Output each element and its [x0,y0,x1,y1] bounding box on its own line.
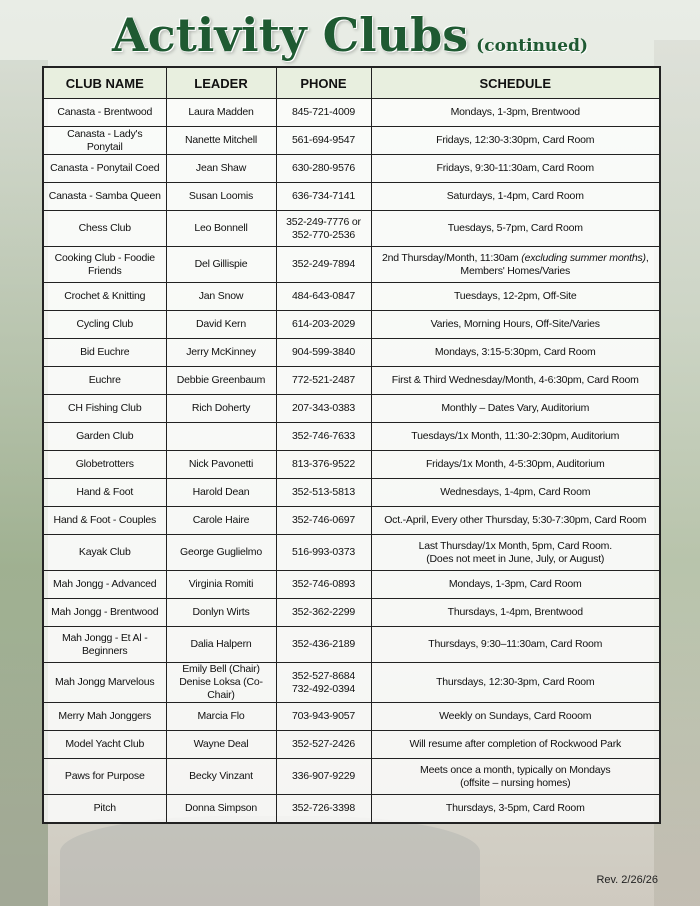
schedule-note-text: (excluding summer months) [521,251,646,264]
leader-cell-text: Wayne Deal [193,738,249,750]
club-name-cell [43,127,166,155]
leader-cell-text: Denise Loksa (Co-Chair) [179,676,263,701]
leader-cell-text: Jerry McKinney [186,346,256,358]
schedule-cell [371,183,660,211]
phone-cell-text: 845-721-4009 [292,106,355,118]
leader-cell-text: Del Gillispie [194,258,248,270]
club-name-cell-text: Bid Euchre [80,346,130,358]
schedule-cell [371,247,660,283]
table-row [43,367,660,395]
leader-cell [166,155,276,183]
table-row [43,731,660,759]
phone-cell-text: 561-694-9547 [292,134,355,146]
table-row [43,507,660,535]
leader-cell [166,795,276,823]
club-name-cell-text: Friends [87,264,122,277]
club-name-cell-text: Hand & Foot [76,486,134,498]
schedule-cell-text: Varies, Morning Hours, Off-Site/Varies [430,318,600,330]
schedule-cell-text: Will resume after completion of Rockwood Park [409,738,622,750]
leader-cell [166,627,276,663]
leader-cell [166,283,276,311]
phone-cell [276,703,371,731]
phone-cell-text: 352-726-3398 [292,801,355,814]
schedule-cell-text: Thursdays, 1-4pm, Brentwood [447,606,583,618]
leader-cell [166,423,276,451]
schedule-cell-text: First & Third Wednesday/Month, 4-6:30pm, Card Room [391,374,639,386]
phone-cell-text: 630-280-9576 [292,162,355,174]
club-name-cell-text: Kayak Club [78,546,131,558]
schedule-cell [371,627,660,663]
leader-cell [166,535,276,571]
leader-cell-text: Debbie Greenbaum [176,374,266,386]
phone-cell [276,599,371,627]
phone-cell [276,795,371,823]
schedule-cell-text: Tuesdays, 12-2pm, Off-Site [453,290,577,302]
schedule-cell-text: Fridays, 9:30-11:30am, Card Room [436,162,594,174]
background-left-landscape [0,60,48,906]
phone-cell-text: 352-527-2426 [292,738,355,750]
table-row [43,183,660,211]
schedule-cell [371,507,660,535]
phone-cell [276,663,371,703]
phone-cell [276,451,371,479]
leader-cell [166,395,276,423]
column-header-schedule: SCHEDULE [371,67,660,99]
table-row [43,423,660,451]
schedule-cell [371,423,660,451]
leader-cell-text: Donna Simpson [184,801,258,814]
table-row [43,155,660,183]
club-name-cell [43,283,166,311]
phone-cell [276,127,371,155]
club-name-cell [43,311,166,339]
phone-cell-text: 636-734-7141 [292,190,355,202]
leader-cell [166,211,276,247]
phone-cell [276,507,371,535]
leader-cell-text: Rich Doherty [191,402,251,414]
table-row [43,571,660,599]
phone-cell [276,339,371,367]
phone-cell-text: 207-343-0383 [292,402,355,414]
club-name-cell-text: Crochet & Knitting [64,290,146,302]
leader-cell-text: Leo Bonnell [194,222,248,234]
club-name-cell [43,247,166,283]
phone-cell [276,247,371,283]
phone-cell-text: 352-746-7633 [292,430,355,442]
phone-cell-text: 352-249-7776 or [286,215,361,228]
table-row [43,795,660,823]
phone-cell [276,367,371,395]
leader-cell [166,127,276,155]
phone-cell-text: 352-436-2189 [292,638,355,650]
schedule-cell-text: Thursdays, 3-5pm, Card Room [445,801,585,814]
phone-cell [276,571,371,599]
leader-cell-text: Donlyn Wirts [192,606,250,618]
schedule-cell [371,367,660,395]
club-name-cell [43,183,166,211]
phone-cell [276,211,371,247]
leader-cell-text: Emily Bell (Chair) [182,663,260,675]
clubs-table-container [42,66,659,824]
schedule-cell-text: Thursdays, 12:30-3pm, Card Room [436,676,595,688]
schedule-cell-text: Monthly – Dates Vary, Auditorium [441,402,590,414]
table-row [43,99,660,127]
club-name-cell-text: Canasta - Samba Queen [48,190,161,202]
phone-cell-text: 352-513-5813 [292,486,355,498]
phone-cell-text: 732-492-0394 [292,682,355,695]
phone-cell-text: 352-362-2299 [292,606,355,618]
schedule-cell [371,127,660,155]
schedule-cell [371,535,660,571]
club-name-cell [43,759,166,795]
club-name-cell-text: Pitch [93,801,116,814]
table-row [43,451,660,479]
table-row [43,339,660,367]
schedule-cell [371,599,660,627]
schedule-punct-text: , [645,251,649,264]
club-name-cell [43,155,166,183]
leader-cell [166,731,276,759]
clubs-table [42,66,661,824]
phone-cell [276,183,371,211]
leader-cell-text: Susan Loomis [188,190,254,202]
club-name-cell-text: Mah Jongg - Et Al - [62,631,148,644]
table-row [43,211,660,247]
phone-cell-text: 772-521-2487 [292,374,355,386]
club-name-cell [43,211,166,247]
club-name-cell [43,395,166,423]
schedule-cell-text: Oct.-April, Every other Thursday, 5:30-7:30pm, Card Room [384,514,647,526]
phone-cell-text: 352-746-0697 [292,514,355,526]
leader-cell-text: David Kern [196,318,246,330]
club-name-cell [43,367,166,395]
phone-cell-text: 516-993-0373 [292,546,355,558]
club-name-cell-text: CH Fishing Club [68,402,142,414]
schedule-cell-text: Wednesdays, 1-4pm, Card Room [440,486,591,498]
background-walkway [60,816,480,906]
phone-cell-text: 352-770-2536 [292,228,355,241]
phone-cell [276,395,371,423]
schedule-cell-text-line2: (Does not meet in June, July, or August) [426,552,605,565]
leader-cell [166,599,276,627]
phone-cell-text: 703-943-9057 [292,710,355,722]
phone-cell [276,731,371,759]
table-row [43,283,660,311]
page-title: Activity Clubs [111,8,469,62]
schedule-cell [371,211,660,247]
club-name-cell [43,339,166,367]
club-name-cell [43,627,166,663]
leader-cell [166,367,276,395]
club-name-cell-text: Mah Jongg - Advanced [53,578,157,590]
phone-cell-text: 904-599-3840 [292,346,355,358]
leader-cell-text: Laura Madden [188,106,254,118]
phone-cell-text: 352-249-7894 [292,258,355,270]
column-header-club-name: CLUB NAME [43,67,166,99]
schedule-cell [371,339,660,367]
table-row [43,627,660,663]
leader-cell-text: Jan Snow [198,290,244,302]
leader-cell-text: George Guglielmo [179,546,262,558]
leader-cell-text: Carole Haire [192,514,250,526]
schedule-cell-text: Mondays, 1-3pm, Brentwood [450,106,580,118]
club-name-cell-text: Model Yacht Club [65,738,145,750]
schedule-cell [371,703,660,731]
schedule-cell [371,99,660,127]
club-name-cell-text: Cooking Club - Foodie [54,251,155,264]
phone-cell-text: 352-746-0893 [292,578,355,590]
leader-cell [166,183,276,211]
table-row [43,311,660,339]
leader-cell [166,247,276,283]
table-header-row [43,67,660,99]
phone-cell [276,627,371,663]
club-name-cell [43,795,166,823]
leader-cell-text: Marcia Flo [197,710,245,722]
schedule-cell [371,663,660,703]
club-name-cell [43,479,166,507]
schedule-cell-text-line2: Members' Homes/Varies [460,264,571,277]
leader-cell [166,703,276,731]
leader-cell [166,663,276,703]
schedule-cell-text: Thursdays, 9:30–11:30am, Card Room [428,638,603,650]
club-name-cell [43,535,166,571]
club-name-cell-text: Mah Jongg Marvelous [54,676,155,688]
schedule-cell [371,311,660,339]
phone-cell [276,155,371,183]
title-area [0,6,700,64]
club-name-cell [43,99,166,127]
leader-cell [166,507,276,535]
table-row [43,479,660,507]
schedule-cell-text: Tuesdays, 5-7pm, Card Room [447,222,583,234]
phone-cell [276,311,371,339]
phone-cell [276,535,371,571]
schedule-cell-text: Tuesdays/1x Month, 11:30-2:30pm, Auditorium [411,430,620,442]
club-name-cell [43,571,166,599]
phone-cell [276,759,371,795]
club-name-cell-text: Beginners [82,644,128,657]
phone-cell [276,99,371,127]
club-name-cell-text: Canasta - Lady's Ponytail [67,127,143,153]
leader-cell-text: Dalia Halpern [190,638,252,650]
club-name-cell [43,663,166,703]
page-subtitle: (continued) [476,36,589,56]
schedule-cell-text: Fridays/1x Month, 4-5:30pm, Auditorium [425,458,605,470]
schedule-cell [371,795,660,823]
club-name-cell [43,703,166,731]
club-name-cell [43,423,166,451]
schedule-cell-text: Weekly on Sundays, Card Rooom [439,710,592,722]
club-name-cell-text: Merry Mah Jonggers [58,710,152,722]
column-header-phone: PHONE [276,67,371,99]
column-header-leader: LEADER [166,67,276,99]
table-body [43,99,660,823]
club-name-cell-text: Paws for Purpose [64,770,145,782]
leader-cell [166,311,276,339]
club-name-cell-text: Canasta - Ponytail Coed [50,162,160,174]
phone-cell-text: 484-643-0847 [292,290,355,302]
club-name-cell-text: Hand & Foot - Couples [53,514,157,526]
leader-cell-text: Nick Pavonetti [188,458,254,470]
leader-cell-text: Harold Dean [192,486,250,498]
leader-cell [166,99,276,127]
table-row [43,703,660,731]
club-name-cell-text: Mah Jongg - Brentwood [51,606,159,618]
leader-cell [166,479,276,507]
schedule-cell-text: Meets once a month, typically on Mondays [420,763,611,776]
schedule-cell-text: Fridays, 12:30-3:30pm, Card Room [436,134,595,146]
table-row [43,759,660,795]
leader-cell-text: Jean Shaw [195,162,247,174]
club-name-cell-text: Canasta - Brentwood [57,106,153,118]
schedule-cell-text: Mondays, 1-3pm, Card Room [448,578,582,590]
schedule-cell-text: Saturdays, 1-4pm, Card Room [446,190,584,202]
club-name-cell-text: Cycling Club [76,318,134,330]
revision-date: Rev. 2/26/26 [596,874,658,886]
schedule-cell [371,571,660,599]
phone-cell [276,423,371,451]
leader-cell [166,571,276,599]
phone-cell-text: 813-376-9522 [292,458,355,470]
schedule-cell [371,731,660,759]
table-row [43,395,660,423]
schedule-cell-text: Last Thursday/1x Month, 5pm, Card Room. [418,539,612,552]
leader-cell-text: Nanette Mitchell [184,134,258,146]
club-name-cell-text: Globetrotters [75,458,134,470]
club-name-cell [43,599,166,627]
phone-cell [276,479,371,507]
club-name-cell [43,731,166,759]
schedule-cell [371,283,660,311]
schedule-cell [371,395,660,423]
schedule-cell-text: 2nd Thursday/Month, 11:30am [381,251,522,264]
leader-cell [166,759,276,795]
table-row [43,663,660,703]
leader-cell [166,451,276,479]
table-row [43,599,660,627]
leader-cell-text: Becky Vinzant [189,770,253,782]
schedule-cell-text-line2: (offsite – nursing homes) [460,776,571,789]
phone-cell-text: 352-527-8684 [292,669,355,682]
phone-cell-text: 336-907-9229 [292,770,355,782]
phone-cell-text: 614-203-2029 [292,318,355,330]
club-name-cell-text: Euchre [88,374,121,386]
schedule-cell [371,759,660,795]
club-name-cell-text: Chess Club [78,222,131,234]
schedule-cell-text: Mondays, 3:15-5:30pm, Card Room [434,346,596,358]
schedule-cell [371,155,660,183]
leader-cell-text: Virginia Romiti [188,578,254,590]
phone-cell [276,283,371,311]
table-row [43,127,660,155]
leader-cell [166,339,276,367]
table-row [43,535,660,571]
table-row [43,247,660,283]
club-name-cell [43,507,166,535]
schedule-cell [371,451,660,479]
schedule-cell [371,479,660,507]
club-name-cell-text: Garden Club [76,430,134,442]
club-name-cell [43,451,166,479]
